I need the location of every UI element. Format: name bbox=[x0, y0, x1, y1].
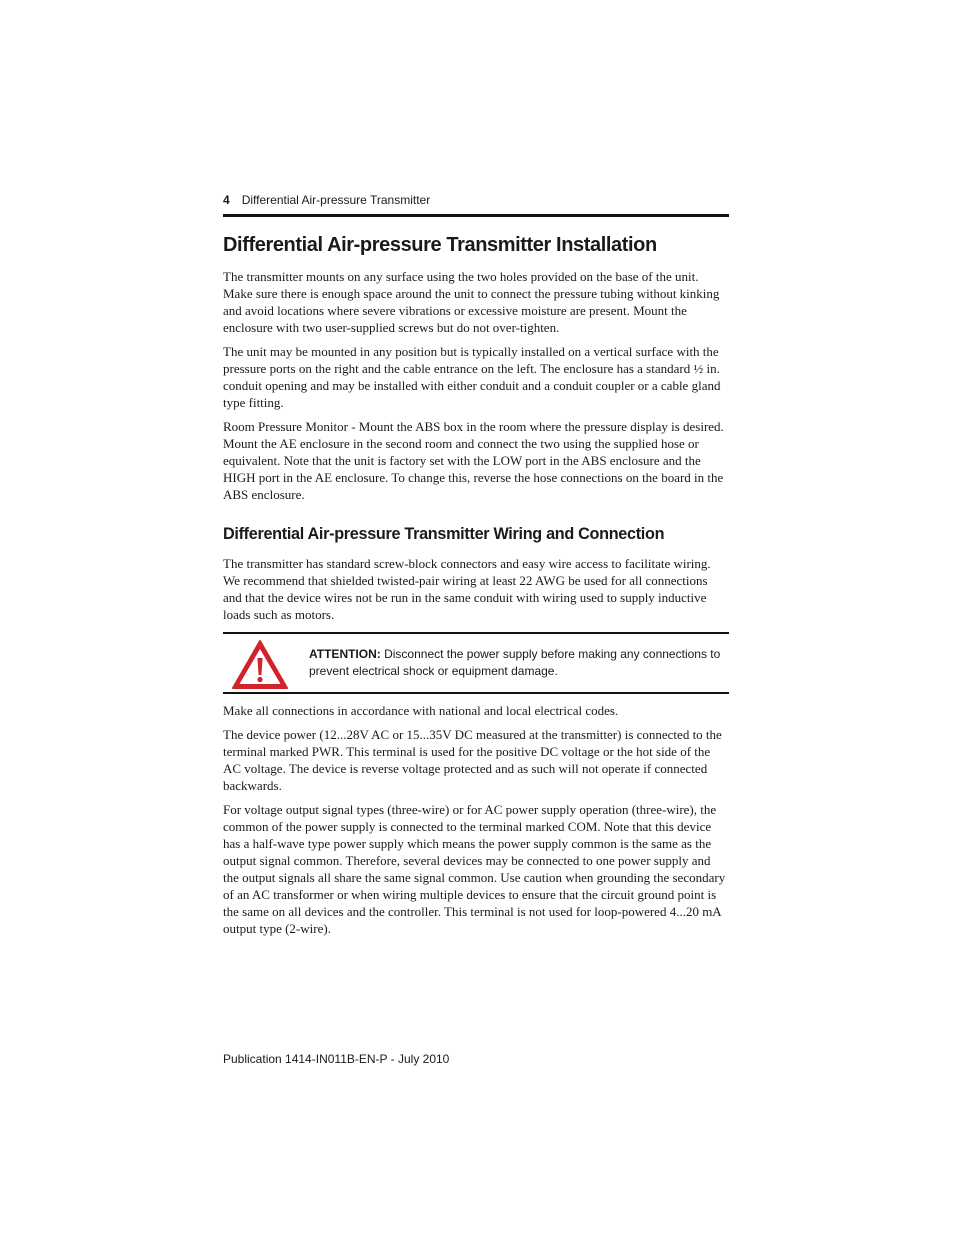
warning-triangle-icon bbox=[231, 639, 289, 691]
attention-message bbox=[309, 646, 724, 680]
wiring-paragraph: The device power (12...28V AC or 15...35V DC measured at the transmitter) is connected to the terminal marked PWR. This terminal is used for the positive DC voltage or the hot side of the AC voltage. The device is reverse voltage protected and as such will not operate if connected backwards. bbox=[223, 727, 722, 793]
wiring-heading: Differential Air-pressure Transmitter Wiring and Connection bbox=[223, 525, 665, 543]
installation-paragraph: The unit may be mounted in any position but is typically installed on a vertical surface with the pressure ports on the right and the cable entrance on the left. The enclosure has a standard ½ in. conduit opening and may be installed with either conduit and a conduit coupler or a cable gland type fitting. bbox=[223, 344, 721, 410]
attention-text: Disconnect the power supply before making any connections to prevent electrical shock or equipment damage. bbox=[309, 647, 721, 678]
publication-footer: Publication 1414-IN011B-EN-P - July 2010 bbox=[223, 1052, 450, 1066]
installation-paragraph: The transmitter mounts on any surface using the two holes provided on the base of the unit. Make sure there is enough space around the unit to connect the pressure tubing without kinking and avoid locations where severe vibrations or excessive moisture are present. Mount the enclosure with two user-supplied screws but do not over-tighten. bbox=[223, 269, 720, 335]
installation-heading: Differential Air-pressure Transmitter Installation bbox=[223, 234, 657, 256]
installation-body bbox=[223, 268, 729, 510]
page-number: 4 bbox=[223, 193, 230, 207]
wiring-paragraph: For voltage output signal types (three-wire) or for AC power supply operation (three-wire), the common of the power supply is connected to the terminal marked COM. Note that this device has a half-wave type power supply which means the power supply common is the same as the output signal common. Therefore, several devices may be connected to one power supply and the output signals all share the same signal common. Use caution when grounding the secondary of an AC transformer or when wiring multiple devices to ensure that the circuit ground point is the same on all devices and the controller. This terminal is not used for loop-powered 4...20 mA output type (2-wire). bbox=[223, 802, 726, 936]
installation-paragraph: Room Pressure Monitor - Mount the ABS box in the room where the pressure display is desired. Mount the AE enclosure in the second room and connect the two using the supplied hose or equivalent. Note that the unit is factory set with the LOW port in the ABS enclosure and the HIGH port in the AE enclosure. To change this, reverse the hose connections on the board in the ABS enclosure. bbox=[223, 419, 724, 502]
header-rule bbox=[223, 214, 729, 217]
running-header bbox=[223, 193, 729, 207]
wiring-intro bbox=[223, 555, 729, 630]
attention-box bbox=[223, 632, 729, 694]
wiring-paragraph: Make all connections in accordance with national and local electrical codes. bbox=[223, 703, 619, 718]
running-title: Differential Air-pressure Transmitter bbox=[241, 193, 431, 207]
attention-label: ATTENTION: bbox=[309, 647, 381, 661]
wiring-body bbox=[223, 702, 729, 944]
wiring-intro-paragraph: The transmitter has standard screw-block connectors and easy wire access to facilitate wiring. We recommend that shielded twisted-pair wiring at least 22 AWG be used for all connections and that the device wires not be run in the same conduit with wiring used to supply inductive loads such as motors. bbox=[223, 556, 711, 622]
